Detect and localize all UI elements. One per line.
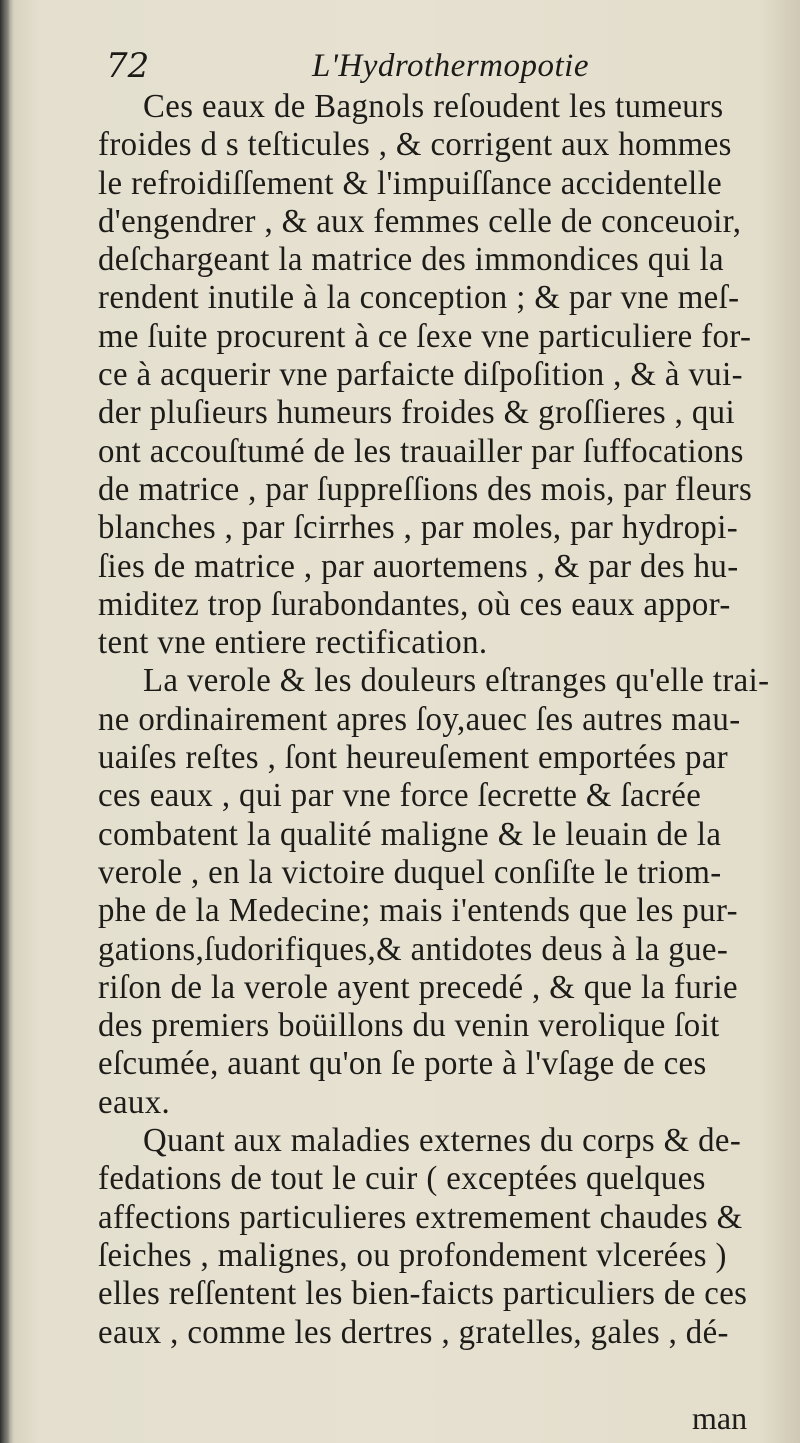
text-line: me ſuite procurent à ce ſexe vne particuliere for- [98, 317, 752, 355]
text-line: Quant aux maladies externes du corps & de- [143, 1122, 742, 1160]
text-line: eaux. [98, 1083, 171, 1121]
text-line: phe de la Medecine; mais i'entends que les pur- [98, 892, 738, 930]
text-line: riſon de la verole ayent precedé , & que la furie [98, 968, 738, 1006]
text-line: combatent la qualité maligne & le leuain de la [98, 815, 722, 853]
text-line: La verole & les douleurs eſtranges qu'elle trai- [143, 662, 770, 700]
text-line: tent vne entiere rectification. [98, 624, 488, 662]
text-line: Ces eaux de Bagnols reſoudent les tumeurs [143, 88, 724, 125]
text-line: ſeiches , malignes, ou profondement vlcerées ) [98, 1236, 727, 1274]
text-line: des premiers boüillons du venin verolique ſoit [98, 1007, 720, 1045]
text-line: ce à acquerir vne parfaicte diſpoſition , & à vui- [98, 356, 743, 394]
text-line: affections particulieres extremement chaudes & [98, 1198, 743, 1236]
text-line: le refroidiſſement & l'impuiſſance accidentelle [98, 164, 723, 202]
text-line: eaux , comme les dertres , gratelles, gales , dé- [98, 1313, 729, 1351]
text-line: fedations de tout le cuir ( exceptées quelques [98, 1160, 706, 1198]
running-title: L'Hydrothermopotie [312, 48, 589, 84]
text-line: ne ordinairement apres ſoy,auec ſes autres mau- [98, 700, 741, 738]
text-line: rendent inutile à la conception ; & par vne meſ- [98, 279, 740, 317]
text-line: eſcumée, auant qu'on ſe porte à l'vſage de ces [98, 1045, 707, 1083]
text-line: miditez trop ſurabondantes, où ces eaux appor- [98, 585, 731, 623]
text-line: elles reſſentent les bien-faicts particuliers de ces [98, 1275, 748, 1313]
text-line: ſies de matrice , par auortemens , & par des hu- [98, 547, 739, 585]
catchword: man [692, 1400, 748, 1436]
text-line: deſchargeant la matrice des immondices qui la [98, 241, 724, 279]
body-text [98, 88, 798, 1352]
text-line: de matrice , par ſuppreſſions des mois, par fleurs [98, 470, 753, 508]
text-line: der pluſieurs humeurs froides & groſſieres , qui [98, 394, 735, 432]
binding-gutter [0, 0, 10, 1443]
text-line: gations,ſudorifiques,& antidotes deus à la gue- [98, 930, 729, 968]
text-line: d'engendrer , & aux femmes celle de conceuoir, [98, 202, 742, 240]
text-line: froides d s teſticules , & corrigent aux hommes [98, 126, 732, 164]
text-line: verole , en la victoire duquel conſiſte le triom- [98, 853, 722, 891]
page-number: 72 [106, 46, 150, 86]
text-line: blanches , par ſcirrhes , par moles, par hydropi- [98, 509, 739, 547]
text-line: ont accouſtumé de les trauailler par ſuffocations [98, 432, 744, 470]
text-line: ces eaux , qui par vne force ſecrette & ſacrée [98, 777, 702, 815]
text-line: uaiſes reſtes , ſont heureuſement emportées par [98, 739, 729, 777]
